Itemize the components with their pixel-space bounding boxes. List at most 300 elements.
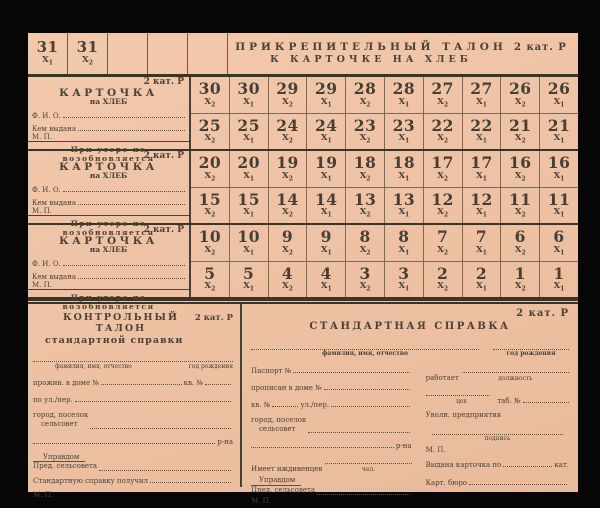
coupon-number: 16 bbox=[547, 153, 571, 173]
stub-series: $X_2$ bbox=[82, 55, 93, 67]
coupon-number: 27 bbox=[470, 79, 493, 99]
coupon-cell bbox=[307, 262, 346, 298]
coupon-number: 6 bbox=[553, 227, 565, 247]
coupon-series: $X_2$ bbox=[514, 244, 526, 257]
coupon-series: $X_1$ bbox=[398, 170, 410, 183]
coupon-series: $X_1$ bbox=[243, 170, 255, 183]
works-field bbox=[462, 365, 569, 382]
coupon-number: 1 bbox=[514, 263, 526, 283]
apartment-label: кв. № bbox=[251, 400, 271, 409]
coupon-number: 7 bbox=[437, 227, 449, 247]
coupon-series: $X_1$ bbox=[398, 133, 410, 145]
coupon-grid bbox=[191, 151, 578, 223]
loss-notice: При утере не возобновляется bbox=[28, 215, 189, 238]
coupon-cell bbox=[424, 188, 463, 224]
coupon-number: 9 bbox=[281, 227, 294, 247]
blank-field bbox=[432, 428, 563, 435]
coupon-number: 28 bbox=[353, 79, 377, 99]
coupon-number: 19 bbox=[315, 153, 338, 173]
coupon-cell bbox=[540, 262, 578, 298]
coupon-series: $X_1$ bbox=[320, 281, 332, 293]
coupon-number: 11 bbox=[547, 189, 571, 209]
coupon-number: 16 bbox=[508, 153, 532, 173]
coupon-number: 8 bbox=[398, 227, 410, 247]
ration-title: КАРТОЧКА bbox=[59, 86, 158, 99]
header-title bbox=[228, 33, 514, 74]
coupon-series: $X_2$ bbox=[204, 133, 216, 145]
coupon-number: 27 bbox=[431, 79, 454, 99]
coupon-cell bbox=[269, 262, 308, 298]
coupon-cell bbox=[307, 188, 346, 224]
fio-label: Ф. И. О. bbox=[32, 185, 61, 194]
coupon-series: $X_1$ bbox=[476, 96, 487, 109]
coupon-cell bbox=[463, 188, 502, 224]
coupon-number: 26 bbox=[547, 79, 571, 99]
upravdom-label: Управдом bbox=[33, 453, 85, 463]
coupon-number: 20 bbox=[237, 153, 260, 173]
coupon-cell bbox=[346, 77, 385, 113]
coupon-number: 22 bbox=[431, 115, 454, 135]
coupon-number: 4 bbox=[320, 263, 332, 283]
signer-labels bbox=[33, 453, 97, 472]
coupon-cell bbox=[424, 114, 463, 150]
coupon-series: $X_2$ bbox=[437, 133, 449, 145]
header-stub bbox=[188, 33, 228, 74]
coupon-cell bbox=[269, 188, 308, 224]
coupon-cell bbox=[269, 77, 308, 113]
coupon-series: $X_2$ bbox=[514, 281, 526, 293]
coupon-cell bbox=[230, 151, 269, 187]
coupon-cell bbox=[230, 188, 269, 224]
ration-title: КАРТОЧКА bbox=[59, 234, 158, 247]
mp-label: М. П. bbox=[251, 496, 271, 505]
mp-label: М. П. bbox=[32, 280, 52, 289]
coupon-series: $X_2$ bbox=[514, 96, 526, 109]
dependents-unit-caption: чел. bbox=[361, 466, 376, 474]
coupon-cell bbox=[269, 151, 308, 187]
loss-notice: При утере не возобновляется bbox=[28, 289, 189, 312]
mp-label: М. П. bbox=[32, 206, 52, 215]
coupon-number: 13 bbox=[353, 189, 377, 209]
tab-field bbox=[497, 395, 569, 405]
coupon-number: 6 bbox=[514, 227, 526, 247]
coupon-cell bbox=[346, 188, 385, 224]
coupon-number: 2 bbox=[437, 263, 449, 283]
coupon-cell bbox=[307, 151, 346, 187]
header-stub bbox=[28, 33, 68, 74]
coupon-series: $X_1$ bbox=[398, 281, 410, 293]
coupon-row bbox=[191, 225, 578, 262]
blank-field bbox=[331, 399, 410, 407]
city-label: город, поселок bbox=[251, 415, 307, 424]
coupon-series: $X_1$ bbox=[553, 281, 565, 293]
spravka-right-column bbox=[422, 358, 569, 505]
header-category: 2 кат. Р bbox=[514, 42, 567, 53]
coupon-row bbox=[191, 77, 578, 114]
control-talon-subtitle: стандартной справки bbox=[45, 335, 184, 346]
loss-notice: При утере не возобновляется bbox=[28, 141, 189, 164]
coupon-cell bbox=[346, 225, 385, 261]
header-stubs bbox=[28, 33, 228, 74]
coupon-series: $X_1$ bbox=[243, 244, 255, 257]
dependents-label: Имеет иждивенцев bbox=[251, 465, 323, 474]
header-stub bbox=[148, 33, 188, 74]
coupon-cell bbox=[346, 114, 385, 150]
blank-field bbox=[101, 377, 182, 385]
coupon-cell bbox=[191, 225, 230, 261]
attachment-talon-subtitle: К КАРТОЧКЕ НА ХЛЕБ bbox=[270, 54, 472, 66]
coupon-number: 12 bbox=[470, 189, 493, 209]
coupon-series: $X_2$ bbox=[514, 207, 526, 219]
selsovet-label: сельсовет bbox=[259, 424, 296, 433]
coupon-number: 1 bbox=[553, 263, 565, 283]
blank-field bbox=[63, 110, 185, 118]
blank-field bbox=[272, 399, 298, 407]
coupon-number: 21 bbox=[547, 115, 571, 135]
coupon-number: 2 bbox=[475, 263, 488, 283]
coupon-number: 7 bbox=[475, 227, 488, 247]
coupon-number: 14 bbox=[315, 189, 338, 209]
coupon-cell bbox=[501, 77, 540, 113]
coupon-series: $X_1$ bbox=[398, 96, 410, 109]
coupon-number: 29 bbox=[276, 79, 299, 99]
residence-label: прожив. в доме № bbox=[33, 379, 99, 388]
coupon-cell bbox=[385, 225, 424, 261]
coupon-series: $X_1$ bbox=[320, 96, 332, 109]
coupon-series: $X_2$ bbox=[282, 281, 293, 293]
coupon-series: $X_1$ bbox=[320, 133, 332, 145]
coupon-series: $X_1$ bbox=[243, 96, 255, 109]
coupon-series: $X_1$ bbox=[553, 96, 565, 109]
control-talon bbox=[28, 304, 242, 500]
passport-label: Паспорт № bbox=[251, 366, 292, 375]
coupon-series: $X_2$ bbox=[204, 170, 216, 183]
coupon-number: 15 bbox=[237, 189, 260, 209]
coupon-number: 8 bbox=[359, 227, 371, 247]
blank-field bbox=[426, 388, 491, 396]
spravka-left-column bbox=[251, 358, 422, 505]
coupon-number: 22 bbox=[470, 115, 493, 135]
coupon-number: 12 bbox=[431, 189, 454, 209]
coupon-series: $X_2$ bbox=[359, 170, 371, 183]
blank-field bbox=[251, 440, 394, 448]
blank-field bbox=[75, 394, 231, 402]
coupon-cell bbox=[191, 151, 230, 187]
coupon-cell bbox=[230, 77, 269, 113]
coupon-number: 18 bbox=[392, 153, 416, 173]
coupon-series: $X_1$ bbox=[398, 207, 410, 219]
coupon-cell bbox=[463, 225, 502, 261]
coupon-number: 24 bbox=[315, 115, 338, 135]
blank-field bbox=[99, 463, 231, 471]
coupon-cell bbox=[463, 77, 502, 113]
coupon-cell bbox=[540, 188, 578, 224]
blank-field bbox=[90, 421, 231, 429]
coupon-number: 3 bbox=[359, 263, 371, 283]
coupon-series: $X_2$ bbox=[514, 133, 526, 145]
spravka bbox=[242, 304, 578, 505]
issued-by-label: Кем выдана bbox=[32, 124, 77, 133]
coupon-series: $X_1$ bbox=[320, 170, 332, 183]
coupon-series: $X_2$ bbox=[359, 96, 371, 109]
blank-field bbox=[205, 377, 231, 385]
tab-label: таб. № bbox=[497, 397, 521, 406]
birth-field bbox=[493, 340, 569, 358]
coupon-number: 28 bbox=[392, 79, 416, 99]
ration-category: 2 кат. Р bbox=[143, 77, 184, 87]
coupon-cell bbox=[307, 225, 346, 261]
coupon-cell bbox=[385, 114, 424, 150]
blank-field bbox=[63, 258, 185, 266]
issued-by-label: Кем выдана bbox=[32, 272, 77, 281]
coupon-grid bbox=[191, 225, 578, 297]
name-field bbox=[251, 340, 479, 358]
coupon-series: $X_2$ bbox=[204, 96, 216, 109]
ceh-field bbox=[426, 388, 498, 405]
city-label: город, поселок bbox=[33, 411, 89, 420]
selsovet-label: сельсовет bbox=[41, 419, 78, 428]
stub-number: 31 bbox=[36, 38, 59, 57]
coupon-series: $X_1$ bbox=[553, 170, 565, 183]
coupon-series: $X_2$ bbox=[359, 207, 371, 219]
coupon-number: 26 bbox=[508, 79, 532, 99]
coupon-cell bbox=[463, 151, 502, 187]
ration-subtitle: на ХЛЕБ bbox=[89, 97, 128, 107]
coupon-cell bbox=[385, 188, 424, 224]
coupon-series: $X_1$ bbox=[476, 244, 487, 257]
blank-field bbox=[78, 271, 185, 279]
blank-field bbox=[33, 436, 215, 444]
coupon-series: $X_2$ bbox=[437, 96, 449, 109]
coupon-series: $X_1$ bbox=[553, 133, 565, 145]
coupon-cell bbox=[191, 188, 230, 224]
coupon-cell bbox=[424, 225, 463, 261]
coupon-number: 29 bbox=[315, 79, 338, 99]
header-stub bbox=[108, 33, 148, 74]
coupon-number: 3 bbox=[398, 263, 410, 283]
upravdom-label: Управдом bbox=[251, 476, 301, 486]
coupon-cell bbox=[540, 151, 578, 187]
coupon-cell bbox=[385, 77, 424, 113]
city-selsovet-labels bbox=[33, 411, 88, 429]
coupon-cell bbox=[191, 262, 230, 298]
ration-category: 2 кат. Р bbox=[143, 151, 184, 161]
coupon-cell bbox=[385, 151, 424, 187]
coupon-number: 24 bbox=[276, 115, 299, 135]
coupon-number: 10 bbox=[237, 227, 260, 247]
coupon-series: $X_2$ bbox=[204, 244, 216, 257]
blank-field bbox=[150, 475, 231, 483]
coupon-series: $X_1$ bbox=[398, 244, 410, 257]
registered-label: прописан в доме № bbox=[251, 383, 322, 392]
coupon-series: $X_2$ bbox=[437, 281, 449, 293]
coupon-number: 23 bbox=[353, 115, 377, 135]
coupon-number: 30 bbox=[237, 79, 260, 99]
blank-field bbox=[251, 340, 479, 350]
signature-caption: подпись bbox=[484, 435, 511, 443]
ration-subtitle: на ХЛЕБ bbox=[89, 171, 128, 181]
card-issued-unit: кат. bbox=[554, 461, 569, 470]
coupon-number: 25 bbox=[198, 115, 222, 135]
street-label: по ул./пер. bbox=[33, 396, 73, 405]
coupon-cell bbox=[307, 77, 346, 113]
blank-field bbox=[324, 382, 410, 390]
coupon-series: $X_2$ bbox=[204, 281, 216, 293]
coupon-number: 21 bbox=[508, 115, 532, 135]
coupon-cell bbox=[540, 114, 578, 150]
coupon-cell bbox=[230, 114, 269, 150]
coupon-number: 20 bbox=[198, 153, 222, 173]
ceh-caption: цех bbox=[456, 397, 467, 405]
coupon-number: 13 bbox=[392, 189, 416, 209]
coupon-cell bbox=[230, 225, 269, 261]
coupon-cell bbox=[501, 188, 540, 224]
coupon-series: $X_2$ bbox=[282, 244, 293, 257]
coupon-series: $X_1$ bbox=[476, 133, 487, 145]
coupon-series: $X_2$ bbox=[437, 244, 449, 257]
coupon-series: $X_1$ bbox=[320, 207, 332, 219]
signer-labels bbox=[251, 476, 315, 495]
coupon-series: $X_2$ bbox=[282, 170, 293, 183]
dependents-field bbox=[325, 456, 411, 473]
ration-card-section bbox=[28, 225, 191, 311]
position-caption: должность bbox=[498, 374, 533, 382]
coupon-number: 11 bbox=[508, 189, 532, 209]
coupon-series: $X_1$ bbox=[243, 281, 255, 293]
coupon-number: 9 bbox=[320, 227, 332, 247]
birth-caption: год рождения bbox=[188, 363, 233, 370]
coupon-number: 17 bbox=[431, 153, 454, 173]
coupon-series: $X_1$ bbox=[476, 281, 487, 293]
mp-label: М. П. bbox=[32, 132, 52, 141]
coupon-series: $X_1$ bbox=[243, 133, 255, 145]
blank-field bbox=[493, 340, 569, 350]
coupon-number: 17 bbox=[470, 153, 493, 173]
coupon-number: 25 bbox=[237, 115, 260, 135]
coupon-cell bbox=[501, 114, 540, 150]
band-3 bbox=[28, 225, 578, 311]
coupon-series: $X_2$ bbox=[437, 170, 449, 183]
coupon-number: 18 bbox=[353, 153, 377, 173]
ration-card-sheet bbox=[28, 33, 578, 505]
spravka-category: 2 кат. Р bbox=[516, 308, 569, 319]
street-label: ул./пер. bbox=[300, 400, 330, 409]
coupon-number: 5 bbox=[243, 263, 255, 283]
blank-field bbox=[63, 184, 185, 192]
blank-field bbox=[78, 123, 185, 131]
control-talon-title: КОНТРОЛЬНЫЙ ТАЛОН bbox=[62, 312, 179, 334]
coupon-series: $X_2$ bbox=[359, 244, 371, 257]
pred-selsoveta-label: Пред. сельсовета bbox=[33, 462, 98, 471]
blank-field bbox=[78, 197, 185, 205]
coupon-cell bbox=[540, 225, 578, 261]
coupon-number: 4 bbox=[281, 263, 294, 283]
coupon-number: 30 bbox=[198, 79, 222, 99]
district-label: р-на bbox=[395, 442, 412, 451]
blank-field bbox=[503, 459, 552, 467]
coupon-cell bbox=[230, 262, 269, 298]
header-stub bbox=[68, 33, 108, 74]
coupon-cell bbox=[191, 114, 230, 150]
coupon-cell bbox=[385, 262, 424, 298]
coupon-cell bbox=[501, 225, 540, 261]
coupon-cell bbox=[424, 262, 463, 298]
coupon-row bbox=[191, 188, 578, 224]
coupon-number: 10 bbox=[198, 227, 222, 247]
control-talon-category: 2 кат. Р bbox=[194, 313, 233, 323]
received-label: Стандартную справку получил bbox=[33, 477, 149, 486]
birth-caption: год рождения bbox=[506, 350, 556, 357]
attachment-talon-title: ПРИКРЕПИТЕЛЬНЫЙ ТАЛОН bbox=[235, 41, 507, 53]
district-label: р-на bbox=[217, 437, 233, 446]
ration-category: 2 кат. Р bbox=[143, 225, 184, 235]
coupon-cell bbox=[269, 225, 308, 261]
blank-field bbox=[469, 477, 567, 485]
coupon-series: $X_2$ bbox=[359, 281, 371, 293]
coupon-number: 14 bbox=[276, 189, 299, 209]
blank-field bbox=[462, 365, 569, 373]
coupon-cell bbox=[307, 114, 346, 150]
coupon-series: $X_2$ bbox=[204, 207, 216, 219]
blank-field bbox=[325, 456, 411, 464]
header-strip bbox=[28, 33, 578, 77]
name-caption: фамилия, имя, отчество bbox=[55, 363, 132, 370]
coupon-series: $X_2$ bbox=[282, 96, 293, 109]
issued-by-label: Кем выдана bbox=[32, 198, 77, 207]
ration-card-section bbox=[28, 77, 191, 163]
coupon-cell bbox=[424, 77, 463, 113]
coupon-cell bbox=[269, 114, 308, 150]
coupon-cell bbox=[346, 151, 385, 187]
coupon-cell bbox=[501, 151, 540, 187]
coupon-series: $X_2$ bbox=[282, 207, 293, 219]
blank-field bbox=[308, 425, 409, 433]
coupon-series: $X_2$ bbox=[282, 133, 293, 145]
ration-subtitle: на ХЛЕБ bbox=[89, 245, 128, 255]
card-issued-label: Выдана карточка по bbox=[425, 461, 502, 470]
coupon-series: $X_1$ bbox=[553, 207, 565, 219]
ration-title: КАРТОЧКА bbox=[59, 160, 158, 173]
name-caption: фамилия, имя, отчество bbox=[322, 350, 408, 357]
fio-label: Ф. И. О. bbox=[32, 111, 61, 120]
coupon-number: 23 bbox=[392, 115, 416, 135]
blank-field bbox=[317, 487, 410, 495]
fired-label: Уволн. предприятия bbox=[425, 411, 502, 420]
ration-card-section bbox=[28, 151, 191, 237]
coupon-series: $X_2$ bbox=[359, 133, 371, 145]
coupon-series: $X_1$ bbox=[476, 170, 487, 183]
coupon-cell bbox=[463, 114, 502, 150]
stub-number: 31 bbox=[76, 38, 99, 57]
kart-buro-label: Карт. бюро bbox=[425, 479, 468, 488]
coupon-row bbox=[191, 114, 578, 150]
mp-label: М. П. bbox=[33, 491, 53, 500]
blank-field bbox=[523, 395, 569, 403]
coupon-grid bbox=[191, 77, 578, 149]
coupon-cell bbox=[540, 77, 578, 113]
spravka-title: СТАНДАРТНАЯ СПРАВКА bbox=[309, 321, 511, 332]
stub-series: $X_1$ bbox=[42, 55, 53, 67]
coupon-number: 15 bbox=[198, 189, 222, 209]
coupon-cell bbox=[463, 262, 502, 298]
works-label: работает bbox=[425, 373, 459, 382]
city-selsovet-labels bbox=[251, 416, 306, 434]
coupon-cell bbox=[346, 262, 385, 298]
coupon-cell bbox=[501, 262, 540, 298]
signature-field bbox=[426, 428, 569, 442]
coupon-series: $X_1$ bbox=[476, 207, 487, 219]
bottom-section bbox=[28, 299, 578, 505]
